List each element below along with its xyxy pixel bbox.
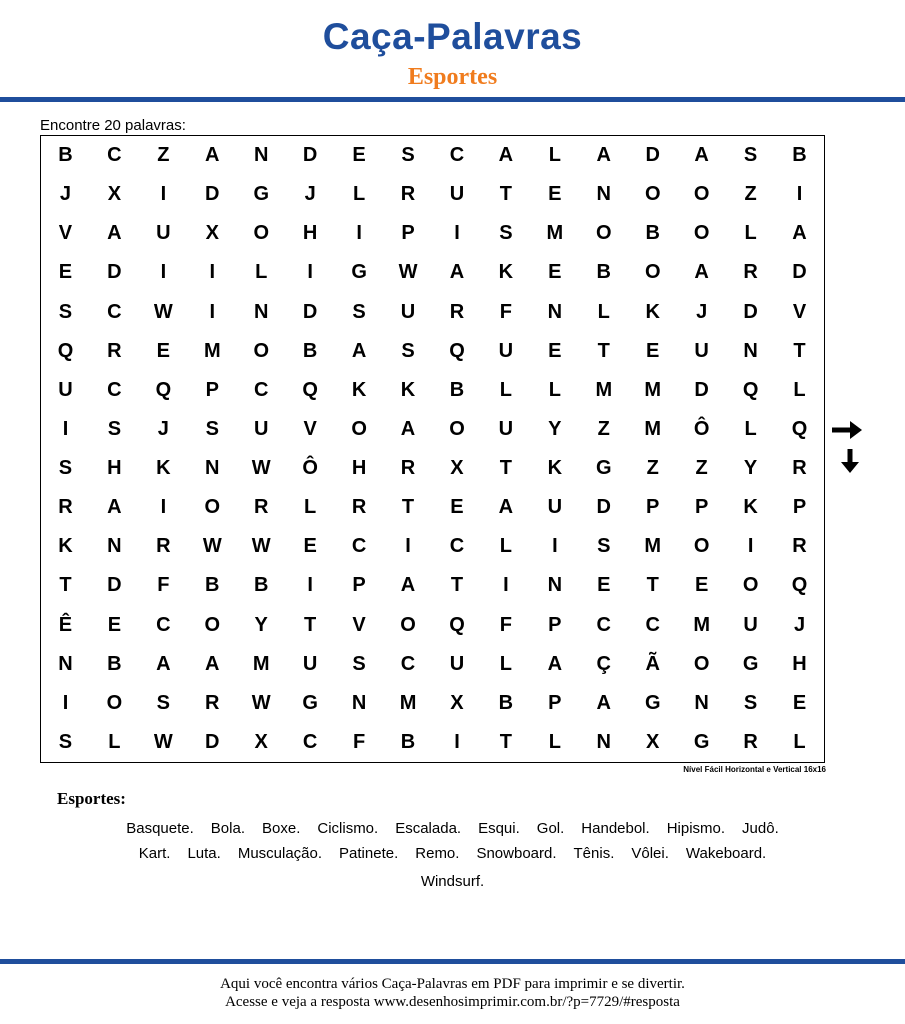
grid-cell: P <box>792 496 807 519</box>
grid-cell: C <box>449 144 465 167</box>
grid-cell: G <box>644 691 661 714</box>
grid-cell: E <box>694 574 709 597</box>
grid-cell: R <box>743 261 758 284</box>
grid-cell: E <box>646 339 660 362</box>
grid-cell: L <box>548 730 561 753</box>
footer <box>0 975 905 1011</box>
grid-cell: Z <box>695 457 708 480</box>
grid-cell: O <box>644 183 661 206</box>
word-list-line <box>40 816 865 841</box>
grid-cell: A <box>694 261 709 284</box>
grid-cell: B <box>302 339 318 362</box>
grid-cell: N <box>596 730 611 753</box>
grid-cell: Q <box>155 378 172 401</box>
grid-cell: O <box>644 261 661 284</box>
grid-cell: V <box>303 417 317 440</box>
grid-cell: L <box>304 496 317 519</box>
grid-cell: A <box>596 691 611 714</box>
grid-cell: C <box>107 300 122 323</box>
grid-cell: E <box>792 691 807 714</box>
grid-cell: S <box>352 300 366 323</box>
grid-cell: O <box>742 574 759 597</box>
grid-cell: L <box>793 378 806 401</box>
grid-cell: Q <box>302 378 318 401</box>
grid-cell: D <box>107 574 122 597</box>
grid-cell: X <box>107 183 122 206</box>
grid-cell: X <box>646 730 660 753</box>
grid-cell: C <box>645 613 660 636</box>
grid-cell: C <box>253 378 269 401</box>
grid-cell: Q <box>791 574 808 597</box>
grid-cell: R <box>792 457 807 480</box>
grid-cell: S <box>401 339 415 362</box>
grid-cell: A <box>547 652 563 675</box>
grid-cell: D <box>645 144 660 167</box>
grid-cell: Z <box>744 183 757 206</box>
grid-cell: D <box>107 261 122 284</box>
grid-cell: E <box>58 261 73 284</box>
word-list-heading: Esportes: <box>57 789 126 808</box>
grid-cell: R <box>107 339 122 362</box>
grid-cell: G <box>742 652 759 675</box>
grid-cell: I <box>160 183 167 206</box>
grid-cell: A <box>205 144 220 167</box>
grid-cell: R <box>156 535 171 558</box>
grid-cell: T <box>597 339 610 362</box>
grid-cell: V <box>352 613 366 636</box>
grid-cell: S <box>352 652 366 675</box>
grid-cell: O <box>596 222 612 245</box>
grid-cell: S <box>499 222 513 245</box>
grid-cell: I <box>552 535 558 558</box>
grid-cell: X <box>254 730 268 753</box>
grid-cell: G <box>693 730 710 753</box>
grid-cell: I <box>747 535 754 558</box>
grid-cell: I <box>62 691 69 714</box>
grid-cell: M <box>644 378 662 401</box>
grid-cell: D <box>205 183 220 206</box>
grid-cell: E <box>107 613 122 636</box>
grid-cell: S <box>743 691 758 714</box>
grid-cell: V <box>58 222 73 245</box>
grid-cell: W <box>202 535 222 558</box>
grid-cell: I <box>209 300 216 323</box>
grid-cell: R <box>58 496 73 519</box>
grid-cell: T <box>499 183 513 206</box>
grid-cell: K <box>645 300 660 323</box>
grid-cell: I <box>503 574 509 597</box>
grid-cell: T <box>499 457 513 480</box>
grid-cell: H <box>792 652 807 675</box>
grid-cell: N <box>547 574 563 597</box>
grid-cell: Q <box>449 613 465 636</box>
grid-cell: Z <box>597 417 610 440</box>
grid-cell: W <box>251 535 271 558</box>
grid-cell: Z <box>646 457 659 480</box>
grid-cell: N <box>253 144 269 167</box>
grid-cell: A <box>498 144 514 167</box>
grid-cell: N <box>205 457 220 480</box>
grid-cell: B <box>205 574 220 597</box>
grid-cell: E <box>303 535 317 558</box>
grid-cell: L <box>499 378 513 401</box>
grid-cell: A <box>351 339 367 362</box>
grid-cell: A <box>156 652 171 675</box>
grid-cell: U <box>449 652 465 675</box>
grid-cell: Ô <box>302 457 318 480</box>
grid-cell: U <box>253 417 269 440</box>
grid-cell: Q <box>57 339 74 362</box>
grid-cell: L <box>793 730 806 753</box>
grid-cell: U <box>302 652 318 675</box>
grid-cell: I <box>796 183 803 206</box>
word-list-item: Escalada. <box>395 820 462 837</box>
grid-cell: M <box>399 691 417 714</box>
grid-cell: M <box>595 378 613 401</box>
grid-cell: L <box>255 261 268 284</box>
grid-cell: B <box>107 652 122 675</box>
grid-cell: U <box>743 613 758 636</box>
grid-cell: R <box>400 457 416 480</box>
grid-cell: H <box>302 222 318 245</box>
grid-cell: T <box>793 339 806 362</box>
grid-cell: O <box>693 652 710 675</box>
grid-cell: M <box>203 339 221 362</box>
word-list-line <box>40 841 865 866</box>
word-list-item: Boxe. <box>262 820 301 837</box>
grid-cell: R <box>449 300 465 323</box>
grid-cell: Q <box>742 378 759 401</box>
grid-cell: L <box>597 300 610 323</box>
grid-cell: G <box>253 183 269 206</box>
word-list-item: Musculação. <box>237 845 323 862</box>
word-list-item: Basquete. <box>126 820 194 837</box>
grid-cell: O <box>106 691 123 714</box>
grid-cell: G <box>351 261 367 284</box>
grid-cell: O <box>253 339 269 362</box>
grid-cell: N <box>596 183 611 206</box>
footer-line-2: Acesse e veja a resposta www.desenhosimprimir.com.br/?p=7729/#resposta <box>225 994 680 1010</box>
grid-cell: N <box>743 339 758 362</box>
grid-cell: L <box>548 378 561 401</box>
grid-cell: F <box>499 300 513 323</box>
word-list-item: Ciclismo. <box>317 820 379 837</box>
grid-cell: I <box>307 574 313 597</box>
grid-cell: I <box>160 496 167 519</box>
grid-cell: M <box>252 652 270 675</box>
grid-cell: L <box>744 417 757 440</box>
grid-cell: J <box>157 417 169 440</box>
word-list <box>40 816 865 894</box>
grid-cell: Q <box>449 339 465 362</box>
grid-cell: G <box>596 457 612 480</box>
grid-cell: P <box>694 496 709 519</box>
grid-cell: O <box>351 417 367 440</box>
word-list-item: Wakeboard. <box>685 845 767 862</box>
grid-cell: U <box>156 222 171 245</box>
grid-cell: S <box>743 144 758 167</box>
grid-cell: L <box>499 535 513 558</box>
grid-cell: M <box>644 417 662 440</box>
grid-cell: T <box>646 574 659 597</box>
grid-cell: P <box>205 378 219 401</box>
grid-cell: Y <box>743 457 758 480</box>
grid-cell: F <box>352 730 366 753</box>
grid-cell: C <box>302 730 318 753</box>
grid-cell: O <box>253 222 269 245</box>
grid-cell: C <box>596 613 611 636</box>
grid-cell: X <box>450 691 464 714</box>
grid-cell: Ç <box>596 652 611 675</box>
word-list-item: Vôlei. <box>631 845 669 862</box>
grid-cell: Ê <box>58 613 73 636</box>
grid-cell: S <box>156 691 171 714</box>
grid-cell: U <box>498 417 514 440</box>
grid-cell: I <box>209 261 216 284</box>
grid-cell: C <box>156 613 171 636</box>
grid-cell: L <box>352 183 366 206</box>
grid-cell: S <box>58 730 73 753</box>
grid-cell: K <box>156 457 171 480</box>
grid-cell: S <box>58 300 73 323</box>
grid-cell: Y <box>254 613 268 636</box>
word-list-item: Handebol. <box>581 820 650 837</box>
grid-cell: N <box>253 300 269 323</box>
grid-cell: M <box>546 222 564 245</box>
grid-cell: V <box>792 300 807 323</box>
grid-cell: A <box>694 144 709 167</box>
grid-cell: Ã <box>645 652 660 675</box>
grid-cell: P <box>401 222 415 245</box>
grid-cell: A <box>205 652 220 675</box>
grid-cell: B <box>400 730 416 753</box>
word-list-line <box>40 869 865 894</box>
word-list-item: Luta. <box>187 845 221 862</box>
grid-cell: B <box>596 261 611 284</box>
word-list-item: Patinete. <box>339 845 399 862</box>
word-list-item: Hipismo. <box>666 820 726 837</box>
grid-cell: U <box>449 183 465 206</box>
grid-cell: P <box>352 574 366 597</box>
grid-cell: T <box>450 574 464 597</box>
grid-cell: Z <box>157 144 170 167</box>
grid-cell: S <box>107 417 122 440</box>
grid-cell: B <box>449 378 465 401</box>
grid-cell: C <box>449 535 465 558</box>
word-list-item: Gol. <box>536 820 565 837</box>
grid-cell: I <box>454 730 460 753</box>
grid-cell: E <box>450 496 464 519</box>
grid-cell: B <box>58 144 73 167</box>
grid-cell: S <box>401 144 415 167</box>
grid-cell: E <box>597 574 611 597</box>
grid-cell: A <box>400 574 416 597</box>
grid-cell: C <box>107 378 122 401</box>
grid-cell: J <box>59 183 72 206</box>
arrow-right-icon <box>830 418 864 442</box>
word-list-item: Bola. <box>210 820 245 837</box>
word-list-item: Windsurf. <box>420 873 485 890</box>
grid-cell: D <box>694 378 709 401</box>
grid-cell: J <box>696 300 708 323</box>
grid-cell: T <box>499 730 513 753</box>
page-subtitle: Esportes <box>407 64 498 90</box>
grid-cell: D <box>743 300 758 323</box>
grid-cell: J <box>793 613 806 636</box>
grid-cell: A <box>498 496 514 519</box>
word-list-item: Remo. <box>415 845 460 862</box>
grid-cell: O <box>693 222 710 245</box>
grid-cell: L <box>744 222 757 245</box>
grid-cell: A <box>596 144 611 167</box>
grid-cell: T <box>59 574 72 597</box>
grid-cell: K <box>498 261 514 284</box>
grid-cell: E <box>548 183 562 206</box>
grid-cell: S <box>58 457 73 480</box>
grid-cell: N <box>58 652 73 675</box>
grid-cell: K <box>743 496 758 519</box>
grid-cell: W <box>153 300 173 323</box>
grid-cell: I <box>62 417 69 440</box>
grid-cell: A <box>449 261 465 284</box>
grid-cell: Ô <box>693 417 710 440</box>
grid-cell: F <box>157 574 170 597</box>
grid-cell: S <box>205 417 219 440</box>
grid-cell: S <box>597 535 611 558</box>
grid-cell: K <box>351 378 367 401</box>
grid-cell: E <box>156 339 171 362</box>
grid-cell: P <box>646 496 660 519</box>
top-divider <box>0 97 905 102</box>
word-list-item: Judô. <box>742 820 779 837</box>
grid-cell: I <box>356 222 362 245</box>
grid-cell: R <box>792 535 807 558</box>
grid-cell: O <box>204 613 221 636</box>
grid-cell: I <box>405 535 411 558</box>
grid-cell: W <box>251 691 271 714</box>
page-title: Caça-Palavras <box>322 16 583 57</box>
grid-cell: B <box>253 574 269 597</box>
letter-grid <box>40 135 825 763</box>
grid-cell: A <box>792 222 807 245</box>
grid-cell: O <box>693 535 710 558</box>
grid-cell: U <box>400 300 416 323</box>
arrow-down-icon <box>838 447 862 475</box>
grid-cell: I <box>454 222 460 245</box>
grid-cell: W <box>398 261 418 284</box>
grid-cell: D <box>302 144 318 167</box>
grid-cell: Q <box>791 417 808 440</box>
grid-cell: P <box>548 613 562 636</box>
word-list-item: Snowboard. <box>476 845 557 862</box>
grid-cell: C <box>107 144 122 167</box>
level-note: Nível Fácil Horizontal e Vertical 16x16 <box>683 765 826 774</box>
grid-cell: O <box>400 613 416 636</box>
grid-cell: M <box>644 535 662 558</box>
grid-cell: E <box>548 339 562 362</box>
grid-cell: P <box>548 691 562 714</box>
grid-cell: H <box>107 457 122 480</box>
grid-cell: L <box>108 730 121 753</box>
grid-cell: D <box>596 496 611 519</box>
grid-cell: N <box>694 691 709 714</box>
grid-cell: R <box>253 496 269 519</box>
grid-cell: X <box>205 222 219 245</box>
grid-cell: H <box>351 457 367 480</box>
grid-cell: U <box>694 339 709 362</box>
bottom-divider <box>0 959 905 964</box>
grid-cell: I <box>160 261 167 284</box>
grid-cell: E <box>548 261 562 284</box>
grid-cell: D <box>205 730 220 753</box>
grid-cell: J <box>304 183 316 206</box>
grid-cell: N <box>547 300 563 323</box>
footer-line-1: Aqui você encontra vários Caça-Palavras em PDF para imprimir e se divertir. <box>220 976 685 992</box>
word-list-item: Tênis. <box>573 845 615 862</box>
grid-cell: K <box>58 535 73 558</box>
grid-cell: B <box>792 144 807 167</box>
grid-cell: O <box>693 183 710 206</box>
grid-cell: M <box>693 613 710 636</box>
grid-cell: K <box>400 378 416 401</box>
grid-cell: E <box>352 144 366 167</box>
grid-cell: R <box>743 730 758 753</box>
grid-cell: T <box>401 496 415 519</box>
grid-cell: A <box>400 417 416 440</box>
grid-cell: U <box>58 378 73 401</box>
word-list-item: Kart. <box>138 845 171 862</box>
instruction-text: Encontre 20 palavras: <box>40 117 186 134</box>
grid-cell: D <box>302 300 318 323</box>
grid-cell: R <box>351 496 367 519</box>
grid-cell: U <box>547 496 563 519</box>
grid-cell: C <box>351 535 367 558</box>
grid-cell: L <box>499 652 513 675</box>
grid-cell: W <box>251 457 271 480</box>
grid-cell: N <box>351 691 367 714</box>
grid-cell: A <box>107 496 122 519</box>
grid-cell: B <box>498 691 514 714</box>
grid-cell: U <box>498 339 514 362</box>
grid-cell: O <box>204 496 221 519</box>
grid-cell: A <box>107 222 122 245</box>
grid-cell: G <box>302 691 318 714</box>
grid-cell: I <box>307 261 313 284</box>
grid-cell: R <box>205 691 220 714</box>
grid-cell: T <box>304 613 317 636</box>
grid-cell: Y <box>548 417 562 440</box>
grid-cell: X <box>450 457 464 480</box>
grid-cell: R <box>400 183 416 206</box>
grid-cell: D <box>792 261 807 284</box>
grid-cell: N <box>107 535 122 558</box>
grid-cell: C <box>400 652 416 675</box>
grid-cell: F <box>499 613 513 636</box>
grid-cell: B <box>645 222 660 245</box>
grid-cell: O <box>449 417 465 440</box>
grid-cell: L <box>548 144 561 167</box>
grid-cell: K <box>547 457 563 480</box>
word-list-item: Esqui. <box>478 820 520 837</box>
grid-cell: W <box>153 730 173 753</box>
